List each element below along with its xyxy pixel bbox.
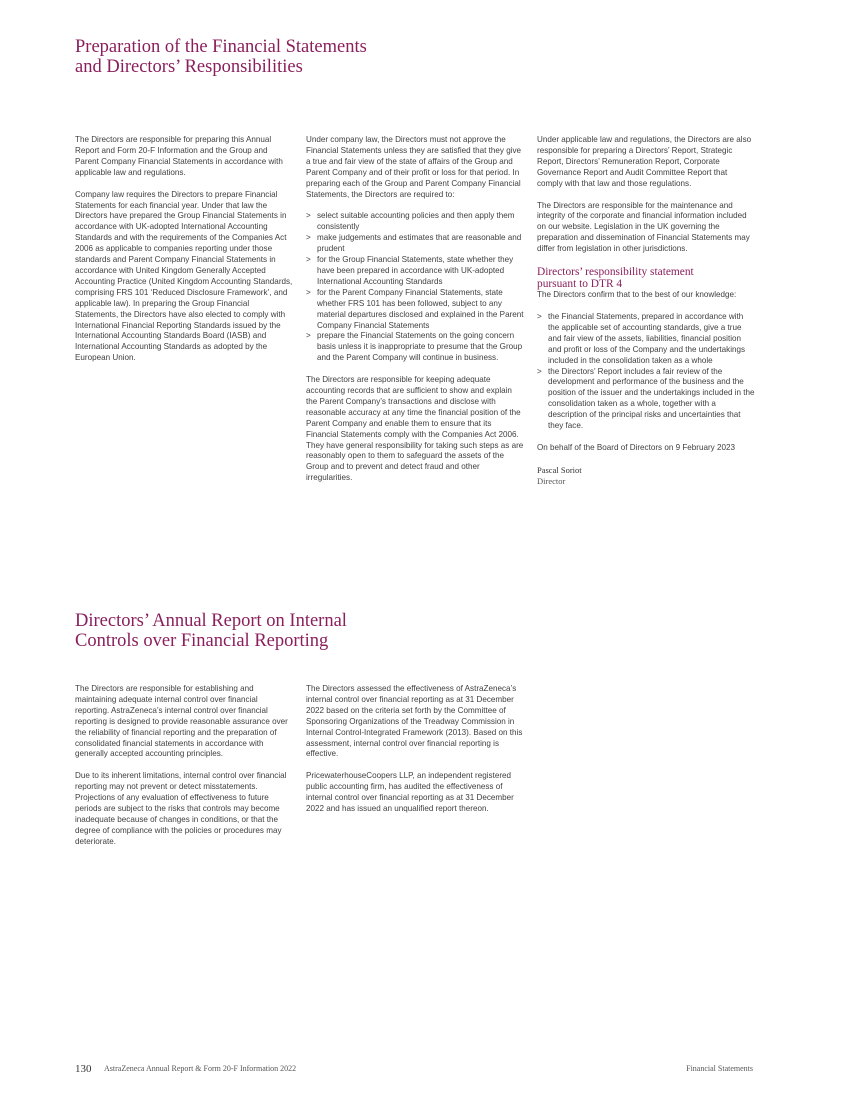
paragraph: The Directors are responsible for establishing and maintaining adequate internal control over financial reporting. AstraZeneca’s internal control over financial reporting is designed to provide reasonable assurance over the reliability of financial reporting and the preparation of consolidated financial statements in accordance with generally accepted accounting principles.	[75, 684, 288, 759]
signatory-title: Director	[537, 475, 566, 486]
paragraph: The Directors assessed the effectiveness of AstraZeneca’s internal control over financial reporting as at 31 December 2022 based on the criteria set forth by the Committee of Sponsoring Organizations of the Treadway Commission in Internal Control-Integrated Framework (2013). Based on this assessment, internal control over financial reporting is effective.	[306, 684, 523, 759]
title-line: and Directors’ Responsibilities	[75, 57, 303, 77]
paragraph: Under applicable law and regulations, the Directors are also responsible for preparing a Directors’ Report, Strategic Report, Directors’ Remuneration Report, Corporate Governance Report and Audit Committee Report that comply with that law and those regulations.	[537, 135, 752, 188]
paragraph: Due to its inherent limitations, internal control over financial reporting may not prevent or detect misstatements. Projections of any evaluation of effectiveness to future periods are subject to the risks that controls may become inadequate because of changes in conditions, or that the degree of compliance with the policies or procedures may deteriorate.	[75, 771, 287, 846]
signatory-name: Pascal Soriot	[537, 464, 582, 475]
bullet-marker: >	[306, 331, 311, 341]
confirmation-list	[537, 312, 755, 432]
list-item: > the Directors’ Report includes a fair review of the development and performance of the business and the position of the issuer and the undertakings included in the consolidation taken as a whole, together with a description of the principal risks and uncertainties that they face.	[537, 366, 755, 431]
list-item: > prepare the Financial Statements on the going concern basis unless it is inappropriate to presume that the Group and the Parent Company will continue in business.	[306, 331, 523, 363]
paragraph: Under company law, the Directors must not approve the Financial Statements unless they are satisfied that they give a true and fair view of the state of affairs of the Group and Parent Company and of their profit or loss for that period. In preparing each of the Group and Parent Company Financial Statements, the Directors are required to:	[306, 135, 522, 199]
list-item: > for the Group Financial Statements, state whether they have been prepared in accordance with UK-adopted International Accounting Standards	[306, 255, 514, 286]
footer-section: Financial Statements	[686, 1064, 753, 1073]
title-line: Directors’ Annual Report on Internal	[75, 611, 347, 631]
s1-column-3	[537, 135, 755, 487]
s1-column-1	[75, 135, 293, 375]
title-line: Controls over Financial Reporting	[75, 631, 329, 651]
paragraph: The Directors are responsible for the maintenance and integrity of the corporate and financial information included on our website. Legislation in the UK governing the preparation and dissemination of Financial Statements may differ from legislation in other jurisdictions.	[537, 200, 750, 254]
paragraph: The Directors confirm that to the best of our knowledge:	[537, 290, 737, 300]
section-title-internal-controls	[75, 611, 347, 651]
list-item: > the Financial Statements, prepared in accordance with the applicable set of accounting standards, give a true and fair view of the assets, liabilities, financial position and profit or loss of the Company and the undertakings included in the consolidation taken as a whole	[537, 311, 746, 365]
bullet-marker: >	[306, 287, 311, 297]
signatory	[537, 465, 755, 487]
footer-publication: AstraZeneca Annual Report & Form 20-F Information 2022	[104, 1064, 297, 1073]
paragraph: Company law requires the Directors to prepare Financial Statements for each financial year. Under that law the Directors have prepared the Group Financial Statements in accordance with UK-adopted International Accounting Standards and with the requirements of the Companies Act 2006 as applicable to companies reporting under those standards and Parent Company Financial Statements in accordance with United Kingdom Generally Accepted Accounting Practice (United Kingdom Accounting Standards, comprising FRS 101 ‘Reduced Disclosure Framework’, and applicable law). In preparing the Group Financial Statements, the Directors have also elected to comply with International Financial Reporting Standards issued by the International Accounting Standards Board (IASB) and International Accounting Standards as adopted by the European Union.	[75, 189, 293, 363]
section-title-preparation	[75, 37, 367, 77]
requirements-list	[306, 211, 524, 364]
title-line: Preparation of the Financial Statements	[75, 37, 367, 57]
paragraph: The Directors are responsible for preparing this Annual Report and Form 20-F Information and the Group and Parent Company Financial Statements in accordance with applicable law and regulations.	[75, 135, 283, 177]
subheading-dtr4: Directors’ responsibility statement pursuant to DTR 4	[537, 266, 694, 291]
bullet-marker: >	[306, 211, 311, 221]
paragraph: PricewaterhouseCoopers LLP, an independent registered public accounting firm, has audited the effectiveness of internal control over financial reporting as at 31 December 2022 and has issued an unqualified report thereon.	[306, 771, 514, 814]
list-item: > for the Parent Company Financial Statements, state whether FRS 101 has been followed, subject to any material departures disclosed and explained in the Parent Company Financial Statements	[306, 287, 524, 330]
list-item: > select suitable accounting policies and then apply them consistently	[306, 211, 515, 232]
s2-column-2	[306, 684, 524, 826]
paragraph: The Directors are responsible for keeping adequate accounting records that are sufficient to show and explain the Parent Company’s transactions and disclose with reasonable accuracy at any time the financial position of the Parent Company and enable them to ensure that its Financial Statements comply with the Companies Act 2006. They have general responsibility for taking such steps as are reasonably open to them to safeguard the assets of the Group and to prevent and detect fraud and other irregularities.	[306, 375, 524, 483]
bullet-marker: >	[306, 233, 311, 243]
s1-column-2	[306, 135, 524, 495]
page-number: 130	[75, 1063, 92, 1075]
bullet-marker: >	[537, 311, 542, 321]
list-item: > make judgements and estimates that are reasonable and prudent	[306, 233, 522, 254]
s2-column-1	[75, 684, 293, 859]
paragraph: On behalf of the Board of Directors on 9 February 2023	[537, 442, 735, 452]
bullet-marker: >	[306, 255, 311, 265]
bullet-marker: >	[537, 366, 542, 376]
